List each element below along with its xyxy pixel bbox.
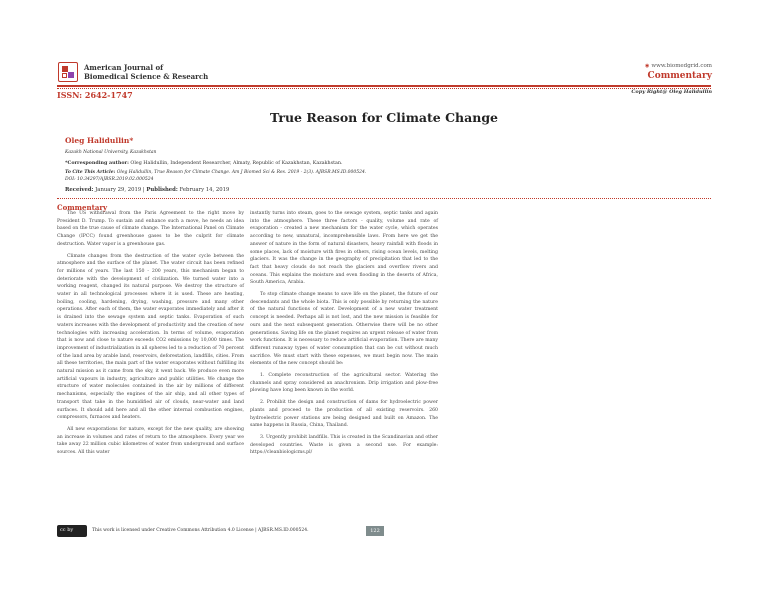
paragraph: The US withdrawal from the Paris Agreement to the right move by President D. Trump. To sustain and enhance such a move, he needs an idea based on the true cause of climate change. The International Panel on Climate Change (IPCC) found greenhouse gases to be the culprit for climate destruction. Water vapor is a greenhouse gas. [57, 211, 244, 247]
citation [65, 170, 565, 175]
published-date: February 14, 2019 [177, 187, 230, 193]
author-affiliation: Kazakh National University, Kazakhstan [65, 150, 157, 155]
section-divider [57, 198, 711, 199]
body-column-right [250, 210, 438, 457]
author-name: Oleg Halidullin* [65, 136, 134, 145]
corresponding-label: *Corresponding author: [65, 160, 129, 166]
cc-license-badge-icon [57, 525, 87, 537]
journal-name-line1: American Journal of [84, 63, 164, 72]
paragraph: Climate changes from the destruction of the water cycle between the atmosphere and the surface of the planet. The water circuit has been refined for millions of years. The last 150 - 200 years, this mechanism began to deteriorate with the development of civilization. We turned water into a working reagent, changed its natural purpose. We destroy the structure of water in all technological processes where it is used. These are heating, boiling, cooling, hardening, drying, washing, pressure and many other operations. After each of them, the water evaporates immediately and after it is drained into the sewage system and septic tanks. Evaporation of such waters increases with the development of productivity and the creation of new technologies with increasing acceleration. In terms of volume, evaporation that is now and close to nature exceeds CO2 emissions by 10,000 times. The improvement of industrialization in all spheres led to a reduction of 70 percent of the land area by arable land, reservoirs, deforestation, landfills, cities. From all these territories, the main part of the water evaporates without fulfilling its natural mission as it came from the sky, it went back. We produce even more artificial vapours in industry, agriculture and public utilities. We change the structure of water molecules contained in the air by millions of different mechanisms, especially the engines of the air ship, and all other types of transport that take in the humidified air of clouds, near-water and land surfaces. It should add here and all the other internal combustion engines, compressors, furnaces and heaters. [57, 253, 244, 421]
list-item: 2. Prohibit the design and construction of dams for hydroelectric power plants and proceed to the production of all existing reservoirs. 260 hydroelectric power stations are being designed and built on Amazon. The same happens in Russia, China, Thailand. [250, 400, 438, 429]
published-label: Published: [146, 187, 178, 193]
paragraph: All new evaporations for nature, except for the new quality, are showing an increase in volumes and rates of return to the atmosphere. Every year we take away 22 million cubic kilometres of water from underground and surface sources. All this water [57, 426, 244, 456]
journal-logo-icon [58, 62, 78, 82]
article-title: True Reason for Climate Change [269, 110, 499, 125]
journal-name [84, 63, 208, 81]
list-item: 1. Complete reconstruction of the agricultural sector. Watering the channels and spray considered an anachronism. Drip irrigation and plow-free plowing have long been known in the world. [250, 373, 438, 394]
website-link[interactable] [612, 63, 712, 69]
license-text: This work is licensed under Creative Commons Attribution 4.0 License | AJBSR.MS.ID.000524. [92, 528, 309, 533]
copyright: Copy Right@ Oleg Halidullin [631, 89, 712, 95]
received-date: January 29, 2019 | [93, 187, 147, 193]
page-number: 122 [366, 526, 384, 536]
doi-link[interactable]: DOI: 10.34297/AJBSR.2019.02.000524 [65, 177, 154, 182]
paper-type: Commentary [647, 71, 712, 81]
paragraph: instantly turns into steam, goes to the sewage system, septic tanks and again into the atmosphere. These three factors - quality, volume and rate of evaporation - created a new mechanism for the water cycle, which operates according to new, unnatural, incomprehensible laws. From here we get the answer of nature in the form of natural disasters, heavy rainfall with floods in some places, lack of moisture with fires in others, rising ocean levels, melting glaciers. It was the change in the geography of precipitation that led to the fact that heavy clouds do not reach the glaciers and overflow rivers and oceans. This explains the moisture and even flooding in the deserts of Africa, South America, Arabia. [250, 211, 438, 286]
website-text: www.biomedgrid.com [651, 63, 712, 69]
header-rule [57, 85, 711, 87]
received-label: Received: [65, 187, 94, 193]
journal-name-line2: Biomedical Science & Research [84, 72, 209, 81]
list-item: 3. Urgently prohibit landfills. This is created in the Scandinavian and other developed countries. Waste is given a second use. For example: https://cleanbiologicms.pl/ [250, 434, 438, 456]
body-column-left [57, 210, 244, 457]
paragraph: To stop climate change means to save life on the planet, the future of our descendants and the whole biota. This is only possible by returning the nature of the natural functions of water. Development of a new water treatment concept is needed. Perhaps all is not lost, and the new mission is feasible for ours and the next subsequent generation. Otherwise there will be no other generations. Saving life on the planet requires an urgent release of water from work functions. It is necessary to reduce artificial evaporation. There are many different runaway types of water consumption that can be cut without much sacrifice. We must start with these expenses, we must begin now. The main elements of the new concept should be: [250, 292, 438, 367]
citation-label: To Cite This Article: [65, 170, 116, 175]
globe-icon: ◉ [645, 63, 650, 69]
issn: ISSN: 2642-1747 [57, 90, 133, 100]
corresponding-author [65, 160, 343, 166]
citation-text: Oleg Halidullin, True Reason for Climate Change. Am J Biomed Sci & Res. 2019 - 2(3). AJBSR.MS.ID.000524. [115, 170, 367, 175]
license-badge-text: cc by [60, 527, 74, 533]
corresponding-text: Oleg Halidullin, Independent Researcher, Almaty, Republic of Kazakhstan, Kazakhstan. [128, 161, 343, 166]
section-heading: Commentary [57, 203, 108, 212]
article-dates [65, 187, 229, 193]
